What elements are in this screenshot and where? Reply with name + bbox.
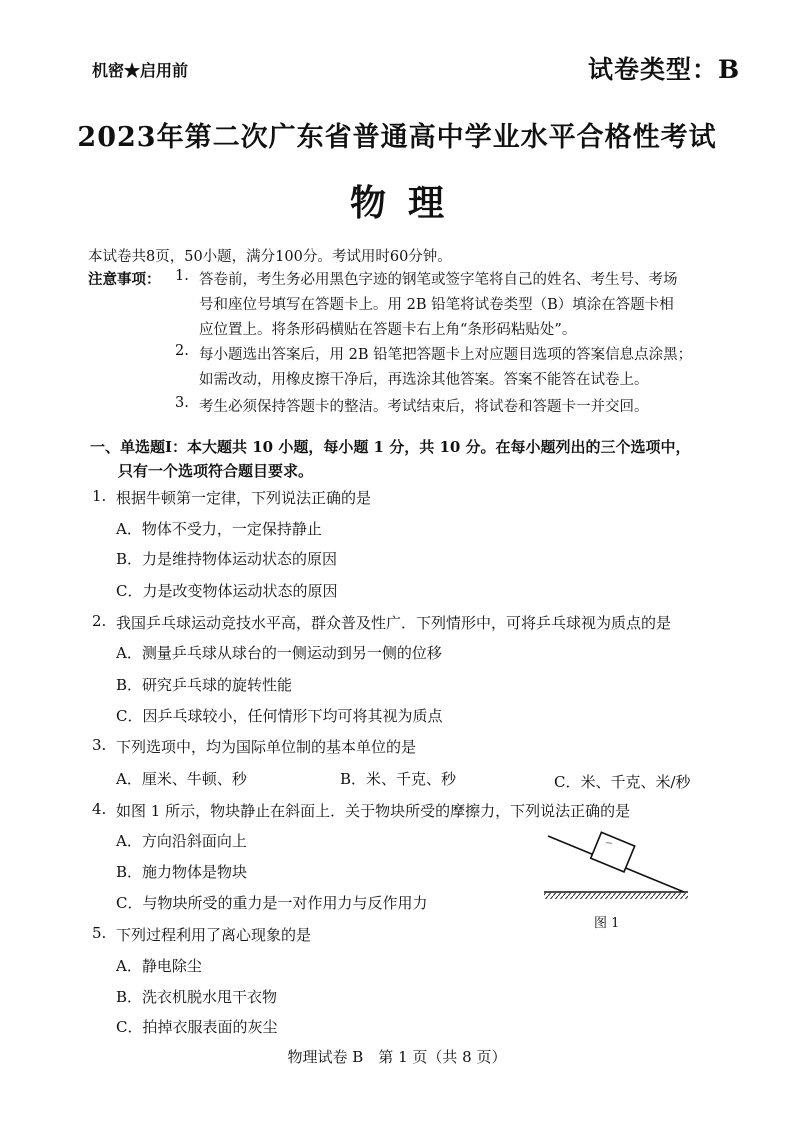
question-5-option-c: C．拍掉衣服表面的灰尘 — [116, 1018, 278, 1036]
notes-label: 注意事项： — [88, 271, 161, 288]
question-5-option-b: B．洗衣机脱水甩干衣物 — [116, 988, 278, 1006]
question-2-option-b: B．研究乒乓球的旋转性能 — [116, 676, 293, 694]
question-1-option-a: A．物体不受力，一定保持静止 — [116, 520, 322, 538]
note-1-line-2: 号和座位号填写在答题卡上。用 2B 铅笔将试卷类型（B）填涂在答题卡相 — [199, 297, 674, 313]
question-3-stem: 下列选项中，均为国际单位制的基本单位的是 — [116, 738, 417, 756]
section-heading-line-1: 一、单选题Ⅰ：本大题共 10 小题，每小题 1 分，共 10 分。在每小题列出的三个选项中， — [90, 438, 691, 456]
subject-title: 物理 — [349, 182, 466, 224]
section-heading-line-2: 只有一个选项符合题目要求。 — [118, 462, 314, 480]
figure-1-caption: 图 1 — [594, 916, 620, 931]
question-2-option-c: C．因乒乓球较小，任何情形下均可将其视为质点 — [116, 707, 443, 725]
question-3-option-a: A．厘米、牛顿、秒 — [116, 770, 247, 788]
question-2-option-a: A．测量乒乓球从球台的一侧运动到另一侧的位移 — [116, 644, 442, 662]
exam-title: 2023年第二次广东省普通高中学业水平合格性考试 — [77, 122, 717, 153]
question-3-option-b: B．米、千克、秒 — [340, 770, 457, 788]
note-3-number: 3. — [175, 395, 189, 411]
question-3-option-c: C．米、千克、米/秒 — [554, 773, 691, 791]
question-3-number: 3. — [92, 736, 107, 754]
question-2-stem: 我国乒乓球运动竞技水平高，群众普及性广．下列情形中，可将乒乓球视为质点的是 — [116, 614, 672, 632]
question-4-option-b: B．施力物体是物块 — [116, 863, 248, 881]
question-4-option-c: C．与物块所受的重力是一对作用力与反作用力 — [116, 894, 428, 912]
question-1-stem: 根据牛顿第一定律，下列说法正确的是 — [116, 489, 372, 507]
question-5-stem: 下列过程利用了离心现象的是 — [116, 926, 312, 944]
question-1-option-b: B．力是维持物体运动状态的原因 — [116, 550, 338, 568]
note-2-number: 2. — [175, 343, 189, 359]
question-4-option-a: A．方向沿斜面向上 — [116, 832, 247, 850]
question-1-option-c: C．力是改变物体运动状态的原因 — [116, 582, 338, 600]
note-1-line-3: 应位置上。将条形码横贴在答题卡右上角“条形码粘贴处”。 — [199, 322, 577, 338]
note-2-line-1: 每小题选出答案后，用 2B 铅笔把答题卡上对应题目选项的答案信息点涂黑； — [199, 347, 693, 363]
question-5-number: 5. — [92, 924, 107, 942]
page-footer: 物理试卷 B 第 1 页（共 8 页） — [287, 1048, 507, 1066]
exam-intro: 本试卷共8页，50小题，满分100分。考试用时60分钟。 — [88, 249, 452, 265]
question-4-number: 4. — [92, 800, 107, 818]
paper-type-label: 试卷类型：B — [588, 55, 741, 84]
incline-block-figure — [538, 812, 698, 912]
question-5-option-a: A．静电除尘 — [116, 957, 202, 975]
question-2-number: 2. — [92, 612, 107, 630]
note-1-number: 1. — [175, 268, 189, 284]
confidential-label: 机密★启用前 — [92, 61, 189, 80]
question-1-number: 1. — [92, 487, 107, 505]
block-shape — [591, 832, 635, 872]
note-3-line-1: 考生必须保持答题卡的整洁。考试结束后，将试卷和答题卡一并交回。 — [199, 399, 649, 415]
note-2-line-2: 如需改动，用橡皮擦干净后，再选涂其他答案。答案不能答在试卷上。 — [199, 372, 649, 388]
ground-hatching — [544, 893, 688, 899]
question-4-stem: 如图 1 所示，物块静止在斜面上．关于物块所受的摩擦力，下列说法正确的是 — [116, 802, 631, 820]
note-1-line-1: 答卷前，考生务必用黑色字迹的钢笔或签字笔将自己的姓名、考生号、考场 — [199, 272, 678, 288]
